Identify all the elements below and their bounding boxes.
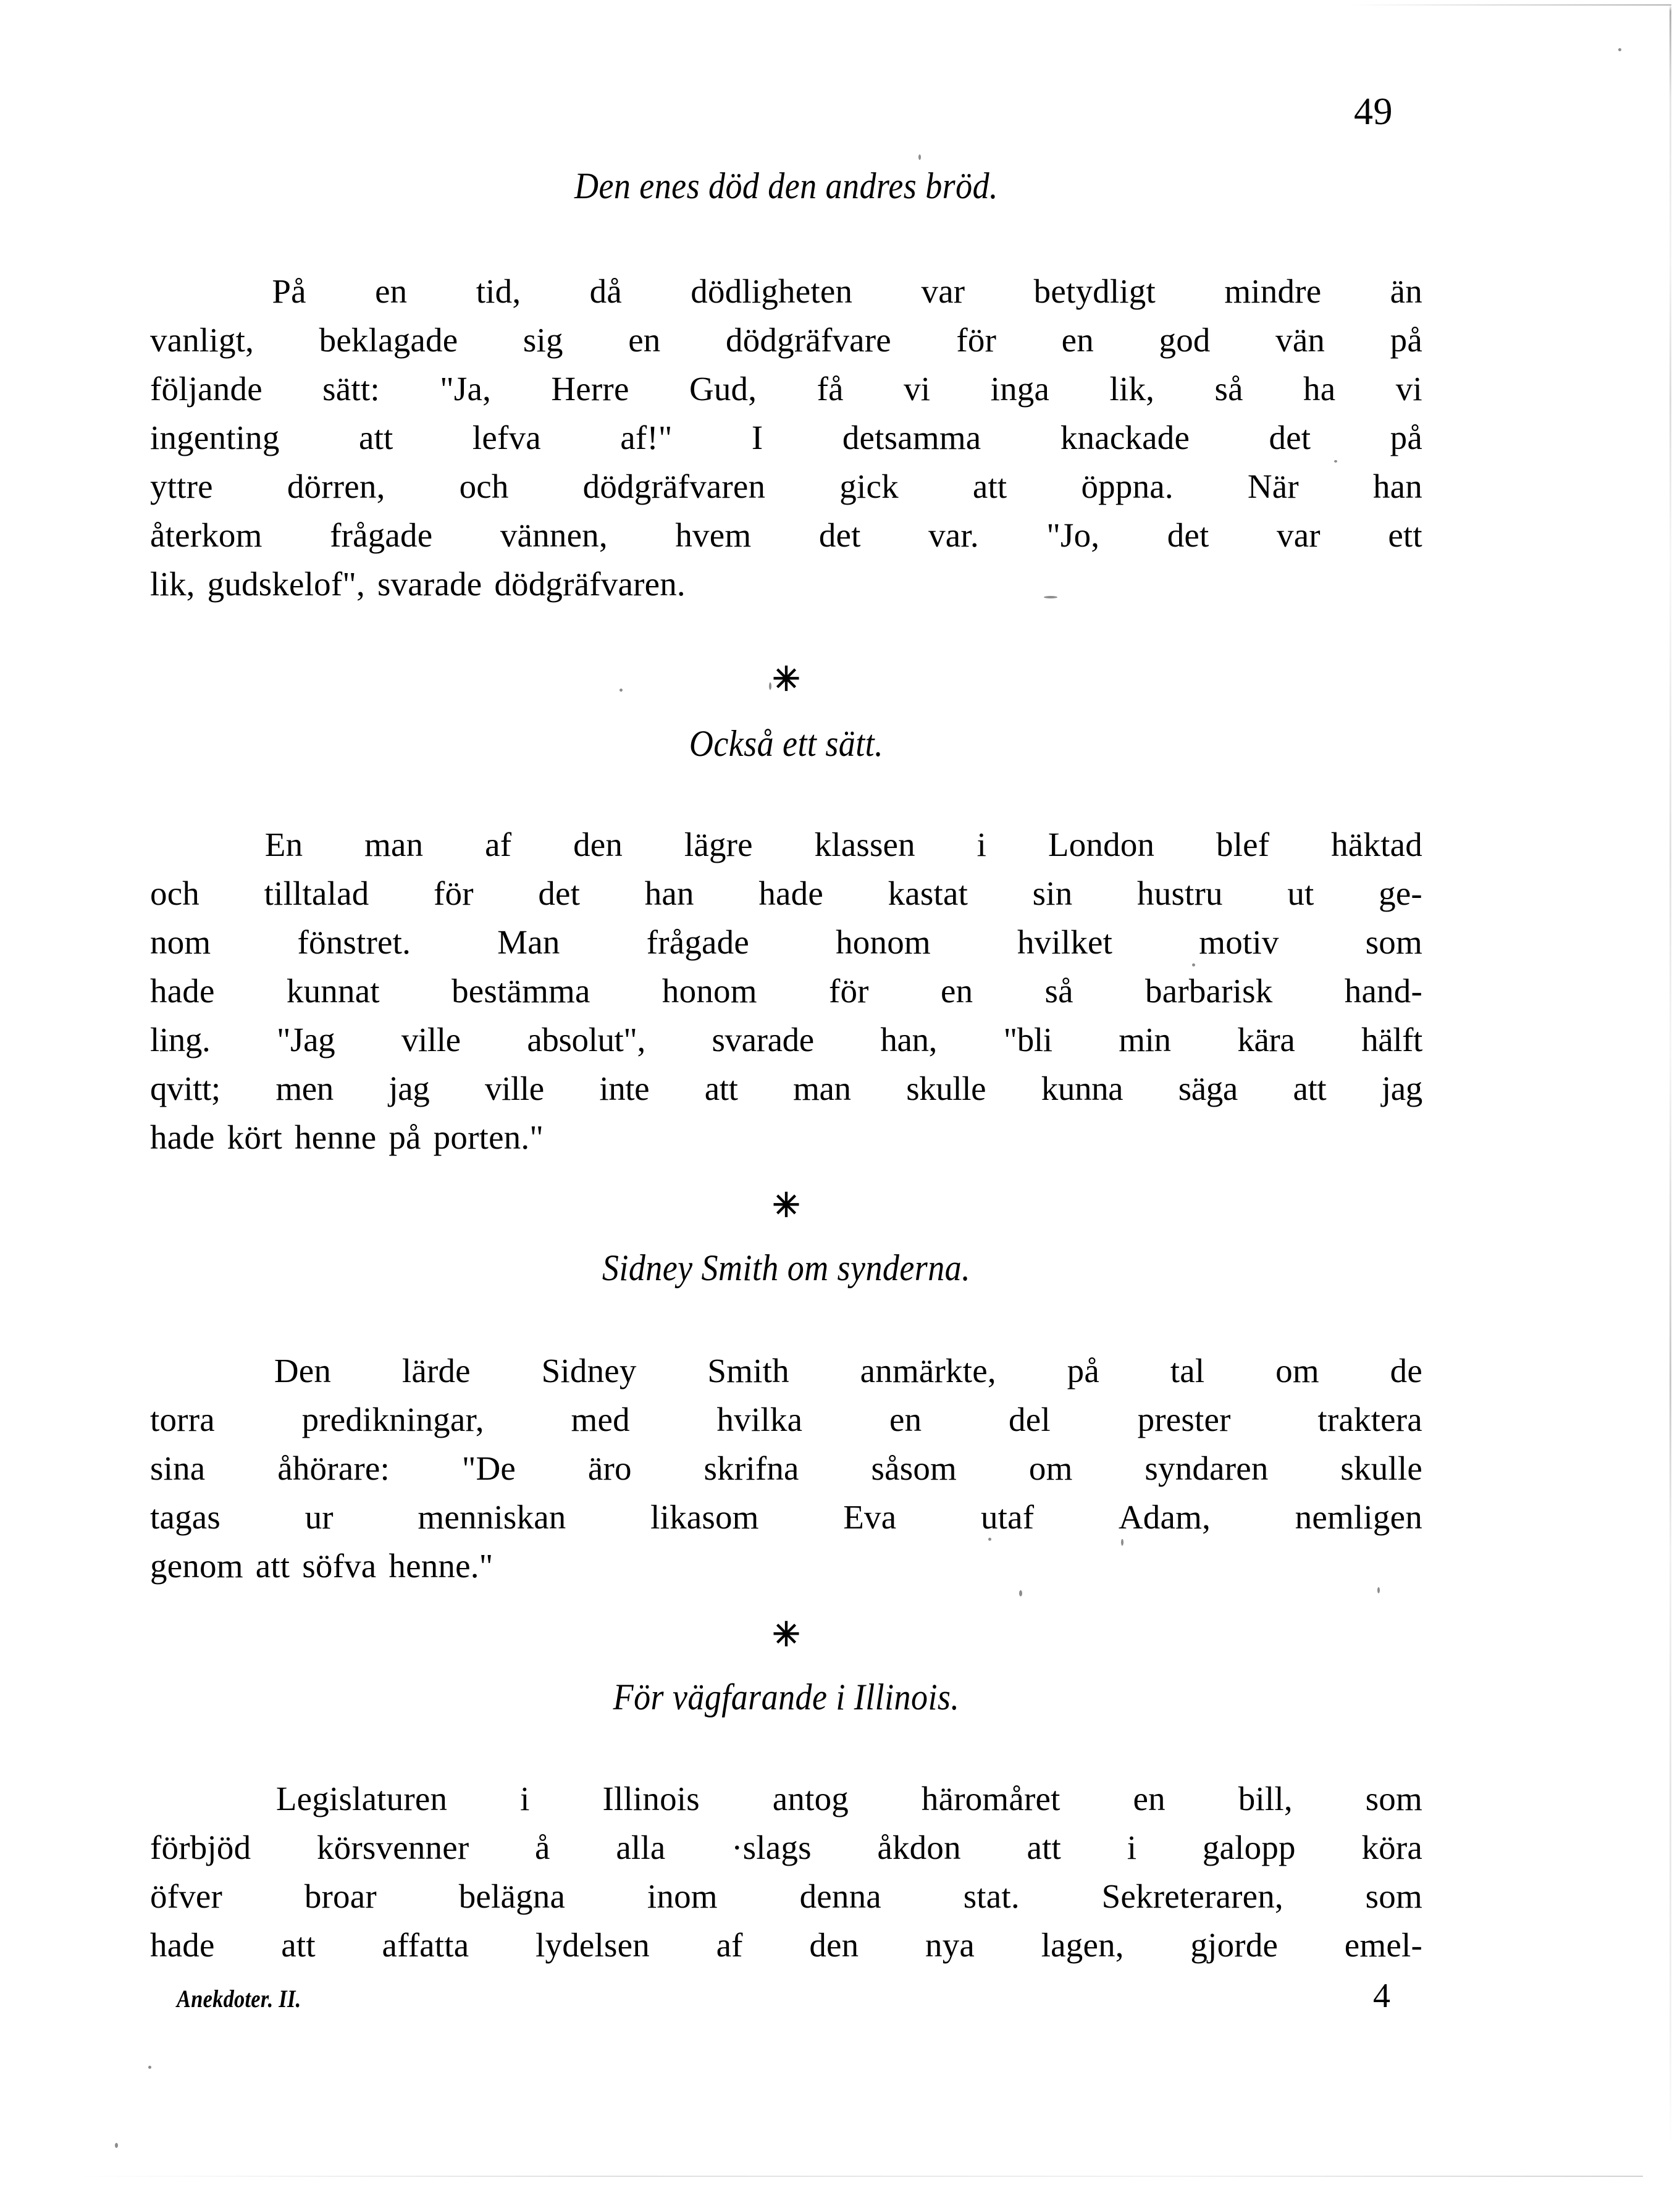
word: i	[520, 1780, 530, 1817]
word: åkdon	[877, 1829, 961, 1866]
word: så	[1044, 972, 1073, 1010]
word: köra	[1361, 1829, 1422, 1866]
word: återkom	[150, 516, 262, 554]
word: var.	[928, 516, 979, 554]
scan-speck	[1019, 1590, 1022, 1596]
word: få	[817, 370, 844, 408]
text-line	[150, 413, 1422, 462]
word: klassen	[814, 826, 915, 863]
word: När	[1247, 467, 1299, 505]
text-line	[150, 1921, 1422, 1969]
word: sin	[1032, 874, 1073, 912]
word: och	[459, 467, 509, 505]
word: utaf	[980, 1498, 1035, 1536]
section-heading-ocksa-ett-satt: Också ett sätt.	[689, 723, 884, 764]
word: var	[1277, 516, 1321, 554]
word: om	[1275, 1352, 1319, 1390]
word: kört	[227, 1118, 283, 1156]
section-heading-den-enes-dod: Den enes död den andres bröd.	[574, 166, 998, 206]
scan-speck	[918, 154, 921, 160]
word: en	[889, 1401, 922, 1438]
word: Den	[274, 1352, 332, 1390]
word: "Ja,	[440, 370, 492, 408]
word: man	[793, 1070, 851, 1107]
word: emel-	[1344, 1926, 1422, 1964]
word: knackade	[1060, 419, 1190, 456]
word: att	[704, 1070, 738, 1107]
text-line	[150, 918, 1422, 966]
word: lagen,	[1041, 1926, 1124, 1964]
word: ville	[484, 1070, 544, 1107]
word: absolut",	[527, 1021, 645, 1058]
word: betydligt	[1033, 272, 1156, 310]
word: inte	[599, 1070, 650, 1107]
word: nom	[150, 923, 211, 961]
word: alla	[616, 1829, 666, 1866]
word: ingenting	[150, 419, 280, 456]
text-line	[150, 1346, 1422, 1395]
word: gudskelof",	[207, 565, 365, 603]
word: kunnat	[286, 972, 380, 1010]
text-line	[150, 1395, 1422, 1444]
word: kastat	[888, 874, 968, 912]
word: af!"	[620, 419, 673, 456]
word: svarade	[712, 1021, 814, 1058]
word: öppna.	[1081, 467, 1174, 505]
word: Legislaturen	[275, 1780, 448, 1817]
word: vi	[904, 370, 931, 408]
text-line	[150, 1823, 1422, 1872]
word: hade	[150, 972, 215, 1010]
word: de	[1390, 1352, 1422, 1390]
word: ett	[1388, 516, 1422, 554]
word: lägre	[684, 826, 753, 863]
word: sina	[150, 1449, 206, 1487]
word: tagas	[150, 1498, 221, 1536]
word: han	[1372, 467, 1422, 505]
word: lärde	[401, 1352, 471, 1390]
word: följande	[150, 370, 262, 408]
word: den	[809, 1926, 859, 1964]
text-line	[150, 1064, 1422, 1113]
word: stat.	[963, 1877, 1020, 1915]
word: som	[1365, 923, 1422, 961]
word: ur	[304, 1498, 334, 1536]
word: en	[375, 272, 408, 310]
word: skulle	[906, 1070, 986, 1107]
word: hvilket	[1017, 923, 1113, 961]
word: hade	[758, 874, 823, 912]
text-line	[150, 316, 1422, 364]
word: del	[1009, 1401, 1051, 1438]
word: belägna	[458, 1877, 566, 1915]
word: broar	[304, 1877, 377, 1915]
scan-edge-top	[1350, 4, 1671, 6]
word: att	[255, 1547, 290, 1585]
word: ·slags	[731, 1829, 812, 1866]
word: jag	[1381, 1070, 1422, 1107]
word: porten."	[433, 1118, 544, 1156]
word: vi	[1395, 370, 1422, 408]
word: motiv	[1199, 923, 1279, 961]
word: hand-	[1344, 972, 1422, 1010]
word: att	[281, 1926, 316, 1964]
word: hade	[150, 1118, 215, 1156]
word: såsom	[871, 1449, 957, 1487]
word: att	[972, 467, 1007, 505]
word: än	[1390, 272, 1422, 310]
word: sätt:	[322, 370, 380, 408]
word: skrifna	[704, 1449, 799, 1487]
word: tilltalad	[264, 874, 369, 912]
word: Illinois	[602, 1780, 700, 1817]
word: äro	[587, 1449, 632, 1487]
scan-speck	[115, 2143, 118, 2148]
word: detsamma	[842, 419, 981, 456]
word: om	[1028, 1449, 1073, 1487]
word: det	[1269, 419, 1311, 456]
word: "Jag	[277, 1021, 335, 1058]
section-separator-asterisk: ✳	[772, 661, 800, 698]
word: affatta	[382, 1926, 469, 1964]
word: att	[358, 419, 393, 456]
word: min	[1119, 1021, 1171, 1058]
word: Eva	[843, 1498, 897, 1536]
word: ge-	[1379, 874, 1422, 912]
word: det	[538, 874, 581, 912]
word: på	[1067, 1352, 1099, 1390]
word: dödgräfvare	[726, 321, 891, 359]
word: på	[1390, 321, 1422, 359]
word: genom	[150, 1547, 243, 1585]
word: han,	[880, 1021, 937, 1058]
word: gick	[839, 467, 899, 505]
word: En	[264, 826, 303, 863]
word: I	[751, 419, 763, 456]
word: Sidney	[541, 1352, 637, 1390]
word: hälft	[1361, 1021, 1422, 1058]
word: kära	[1237, 1021, 1295, 1058]
word: en	[940, 972, 973, 1010]
word: god	[1159, 321, 1211, 359]
word: henne	[295, 1118, 377, 1156]
section-separator-asterisk: ✳	[772, 1616, 800, 1653]
word: som	[1365, 1780, 1422, 1817]
paragraph-ocksa-ett-satt	[150, 820, 1422, 1162]
word: "Jo,	[1046, 516, 1100, 554]
word: vännen,	[500, 516, 608, 554]
word: för	[828, 972, 869, 1010]
word: att	[1293, 1070, 1327, 1107]
word: vanligt,	[150, 321, 254, 359]
word: gjorde	[1190, 1926, 1279, 1964]
word: "bli	[1003, 1021, 1052, 1058]
word: frågade	[646, 923, 749, 961]
text-line	[150, 267, 1422, 316]
paragraph-for-vagfarande	[150, 1774, 1422, 1969]
word: Sekreteraren,	[1101, 1877, 1283, 1915]
word: denna	[799, 1877, 881, 1915]
word: På	[272, 272, 306, 310]
word: en	[1133, 1780, 1166, 1817]
text-line	[150, 511, 1422, 560]
word: å	[535, 1829, 550, 1866]
word: en	[628, 321, 661, 359]
word: med	[571, 1401, 630, 1438]
word: i	[976, 826, 987, 863]
text-line	[150, 1493, 1422, 1541]
word: som	[1365, 1877, 1422, 1915]
text-line	[150, 869, 1422, 918]
word: hade	[150, 1926, 215, 1964]
word: blef	[1216, 826, 1270, 863]
word: fönstret.	[297, 923, 411, 961]
word: ha	[1303, 370, 1336, 408]
text-line	[150, 1774, 1422, 1823]
word: lik,	[150, 565, 195, 603]
word: tid,	[476, 272, 521, 310]
running-foot	[150, 1976, 1422, 2016]
word: att	[1027, 1829, 1062, 1866]
word: häromåret	[921, 1780, 1060, 1817]
word: det	[818, 516, 861, 554]
word: hvem	[675, 516, 752, 554]
section-separator-asterisk: ✳	[772, 1187, 800, 1224]
word: af	[716, 1926, 743, 1964]
text-line	[150, 462, 1422, 511]
word: på	[388, 1118, 421, 1156]
word: för	[956, 321, 997, 359]
word: dödgräfvaren	[582, 467, 766, 505]
text-line	[150, 1541, 1422, 1590]
word: af	[485, 826, 512, 863]
word: syndaren	[1144, 1449, 1269, 1487]
paragraph-den-enes-dod	[150, 267, 1422, 608]
word: mindre	[1224, 272, 1322, 310]
word: skulle	[1340, 1449, 1422, 1487]
word: nemligen	[1295, 1498, 1422, 1536]
word: kunna	[1041, 1070, 1124, 1107]
word: antog	[772, 1780, 849, 1817]
word: prester	[1137, 1401, 1231, 1438]
word: barbarisk	[1145, 972, 1273, 1010]
word: henne."	[388, 1547, 494, 1585]
word: honom	[836, 923, 931, 961]
word: var	[921, 272, 965, 310]
word: säga	[1178, 1070, 1238, 1107]
word: torra	[150, 1401, 215, 1438]
word: lydelsen	[536, 1926, 650, 1964]
word: och	[150, 874, 200, 912]
word: honom	[662, 972, 757, 1010]
word: en	[1061, 321, 1094, 359]
section-heading-sidney-smith: Sidney Smith om synderna.	[602, 1247, 971, 1288]
word: qvitt;	[150, 1070, 220, 1107]
word: ville	[401, 1021, 461, 1058]
word: inom	[647, 1877, 718, 1915]
word: öfver	[150, 1877, 223, 1915]
word: men	[275, 1070, 334, 1107]
section-heading-for-vagfarande: För vägfarande i Illinois.	[613, 1677, 960, 1717]
book-title-foot: Anekdoter. II.	[177, 1985, 301, 2013]
text-line	[150, 1872, 1422, 1921]
word: så	[1214, 370, 1243, 408]
scan-speck	[1618, 48, 1621, 51]
word: körsvenner	[316, 1829, 469, 1866]
scan-speck	[148, 2066, 151, 2069]
word: Man	[497, 923, 560, 961]
word: söfva	[302, 1547, 377, 1585]
word: predikningar,	[301, 1401, 484, 1438]
word: lik,	[1109, 370, 1155, 408]
word: bestämma	[452, 972, 590, 1010]
text-line	[150, 966, 1422, 1015]
word: man	[364, 826, 424, 863]
word: jag	[388, 1070, 430, 1107]
text-line	[150, 1015, 1422, 1064]
word: London	[1048, 826, 1155, 863]
word: "De	[461, 1449, 516, 1487]
word: då	[589, 272, 622, 310]
word: ut	[1287, 874, 1314, 912]
word: dörren,	[287, 467, 385, 505]
word: häktad	[1331, 826, 1422, 863]
word: dödgräfvaren.	[494, 565, 686, 603]
word: menniskan	[418, 1498, 566, 1536]
scan-edge-right	[1670, 5, 1671, 2154]
word: bill,	[1238, 1780, 1293, 1817]
word: vän	[1275, 321, 1325, 359]
word: yttre	[150, 467, 213, 505]
word: för	[434, 874, 474, 912]
text-line	[150, 364, 1422, 413]
word: inga	[990, 370, 1050, 408]
word: galopp	[1202, 1829, 1296, 1866]
word: Smith	[707, 1352, 789, 1390]
word: ling.	[150, 1021, 211, 1058]
word: tal	[1170, 1352, 1205, 1390]
scan-edge-bottom	[74, 2176, 1643, 2177]
word: traktera	[1317, 1401, 1422, 1438]
word: beklagade	[319, 321, 458, 359]
word: dödligheten	[691, 272, 853, 310]
word: anmärkte,	[860, 1352, 996, 1390]
paragraph-sidney-smith	[150, 1346, 1422, 1590]
word: Adam,	[1118, 1498, 1211, 1536]
word: Gud,	[689, 370, 757, 408]
word: det	[1167, 516, 1209, 554]
word: sig	[523, 321, 563, 359]
word: i	[1127, 1829, 1137, 1866]
word: svarade	[377, 565, 482, 603]
text-line	[150, 1113, 1422, 1162]
word: han	[644, 874, 694, 912]
word: hustru	[1137, 874, 1223, 912]
word: på	[1390, 419, 1422, 456]
word: nya	[925, 1926, 975, 1964]
text-line	[150, 1444, 1422, 1493]
word: åhörare:	[277, 1449, 390, 1487]
word: den	[573, 826, 623, 863]
word: frågade	[330, 516, 433, 554]
word: Herre	[551, 370, 629, 408]
word: likasom	[650, 1498, 759, 1536]
word: hvilka	[716, 1401, 803, 1438]
word: förbjöd	[150, 1829, 251, 1866]
text-line	[150, 820, 1422, 869]
word: lefva	[472, 419, 541, 456]
page-number: 49	[1354, 91, 1393, 133]
text-line	[150, 560, 1422, 608]
signature-mark: 4	[1373, 1977, 1390, 2015]
